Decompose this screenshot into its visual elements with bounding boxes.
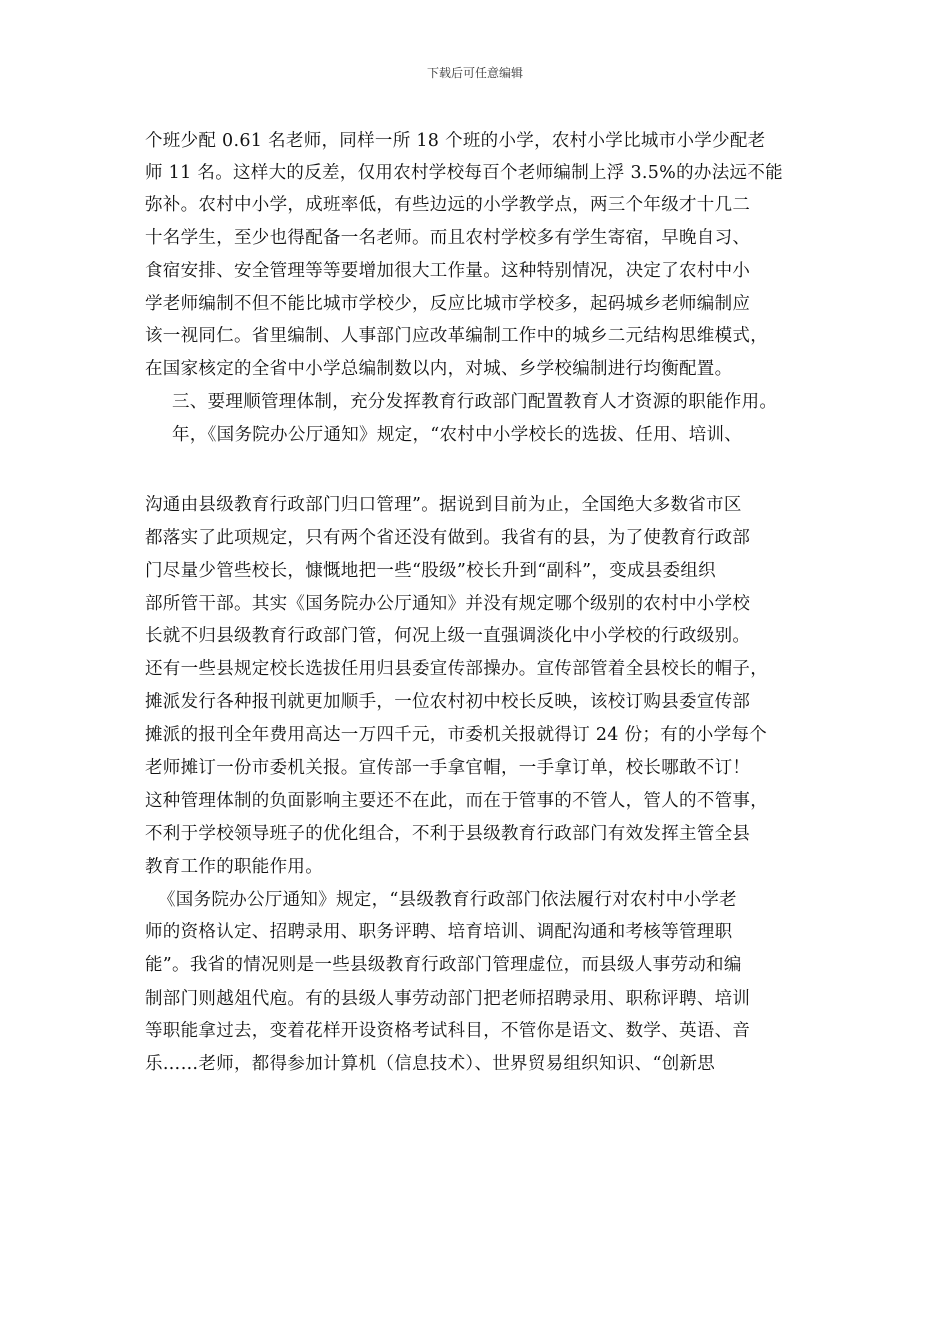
body-line: 学老师编制不但不能比城市学校少，反应比城市学校多，起码城乡老师编制应 [145,294,751,314]
body-line: 门尽量少管些校长，慷慨地把一些“股级”校长升到“副科”，变成县委组织 [145,561,716,581]
body-line: 摊派的报刊全年费用高达一万四千元，市委机关报就得订 24 份；有的小学每个 [145,725,767,745]
body-line: 等职能拿过去，变着花样开设资格考试科目，不管你是语文、数学、英语、音 [145,1021,751,1041]
body-line: 该一视同仁。省里编制、人事部门应改革编制工作中的城乡二元结构思维模式， [145,326,768,346]
body-line: 不利于学校领导班子的优化组合，不利于县级教育行政部门有效发挥主管全县 [145,824,751,844]
body-line: 能”。我省的情况则是一些县级教育行政部门管理虚位，而县级人事劳动和编 [145,955,742,975]
body-line: 十名学生，至少也得配备一名老师。而且农村学校多有学生寄宿，早晚自习、 [145,228,751,248]
body-line: 摊派发行各种报刊就更加顺手，一位农村初中校长反映，该校订购县委宣传部 [145,692,751,712]
body-line: 年，《国务院办公厅通知》规定，“农村中小学校长的选拔、任用、培训、 [172,425,743,445]
body-line: 教育工作的职能作用。 [145,857,323,877]
body-line: 还有一些县规定校长选拔任用归县委宣传部操办。宣传部管着全县校长的帽子， [145,659,768,679]
body-line: 制部门则越俎代庖。有的县级人事劳动部门把老师招聘录用、职称评聘、培训 [145,989,751,1009]
body-line: 《国务院办公厅通知》规定，“县级教育行政部门依法履行对农村中小学老 [158,890,737,910]
body-line: 师 11 名。这样大的反差，仅用农村学校每百个老师编制上浮 3.5%的办法远不能 [145,163,783,183]
page-header: 下载后可任意编辑 [426,66,523,80]
body-line: 老师摊订一份市委机关报。宣传部一手拿官帽，一手拿订单，校长哪敢不订！ [145,758,751,778]
body-line: 沟通由县级教育行政部门归口管理”。据说到目前为止，全国绝大多数省市区 [145,495,742,515]
body-line: 个班少配 0.61 名老师，同样一所 18 个班的小学，农村小学比城市小学少配老 [145,131,766,151]
body-line: 弥补。农村中小学，成班率低，有些边远的小学教学点，两三个年级才十几二 [145,195,751,215]
body-line: 乐……老师，都得参加计算机（信息技术）、世界贸易组织知识、“创新思 [145,1054,716,1074]
body-line: 师的资格认定、招聘录用、职务评聘、培育培训、调配沟通和考核等管理职 [145,922,733,942]
body-line: 三、要理顺管理体制，充分发挥教育行政部门配置教育人才资源的职能作用。 [172,392,778,412]
body-line: 部所管干部。其实《国务院办公厅通知》并没有规定哪个级别的农村中小学校 [145,594,751,614]
body-line: 这种管理体制的负面影响主要还不在此，而在于管事的不管人，管人的不管事， [145,791,768,811]
body-line: 长就不归县级教育行政部门管，何况上级一直强调淡化中小学校的行政级别。 [145,626,751,646]
body-line: 食宿安排、安全管理等等要增加很大工作量。这种特别情况，决定了农村中小 [145,261,751,281]
body-line: 在国家核定的全省中小学总编制数以内，对城、乡学校编制进行均衡配置。 [145,359,733,379]
body-line: 都落实了此项规定，只有两个省还没有做到。我省有的县，为了使教育行政部 [145,528,751,548]
